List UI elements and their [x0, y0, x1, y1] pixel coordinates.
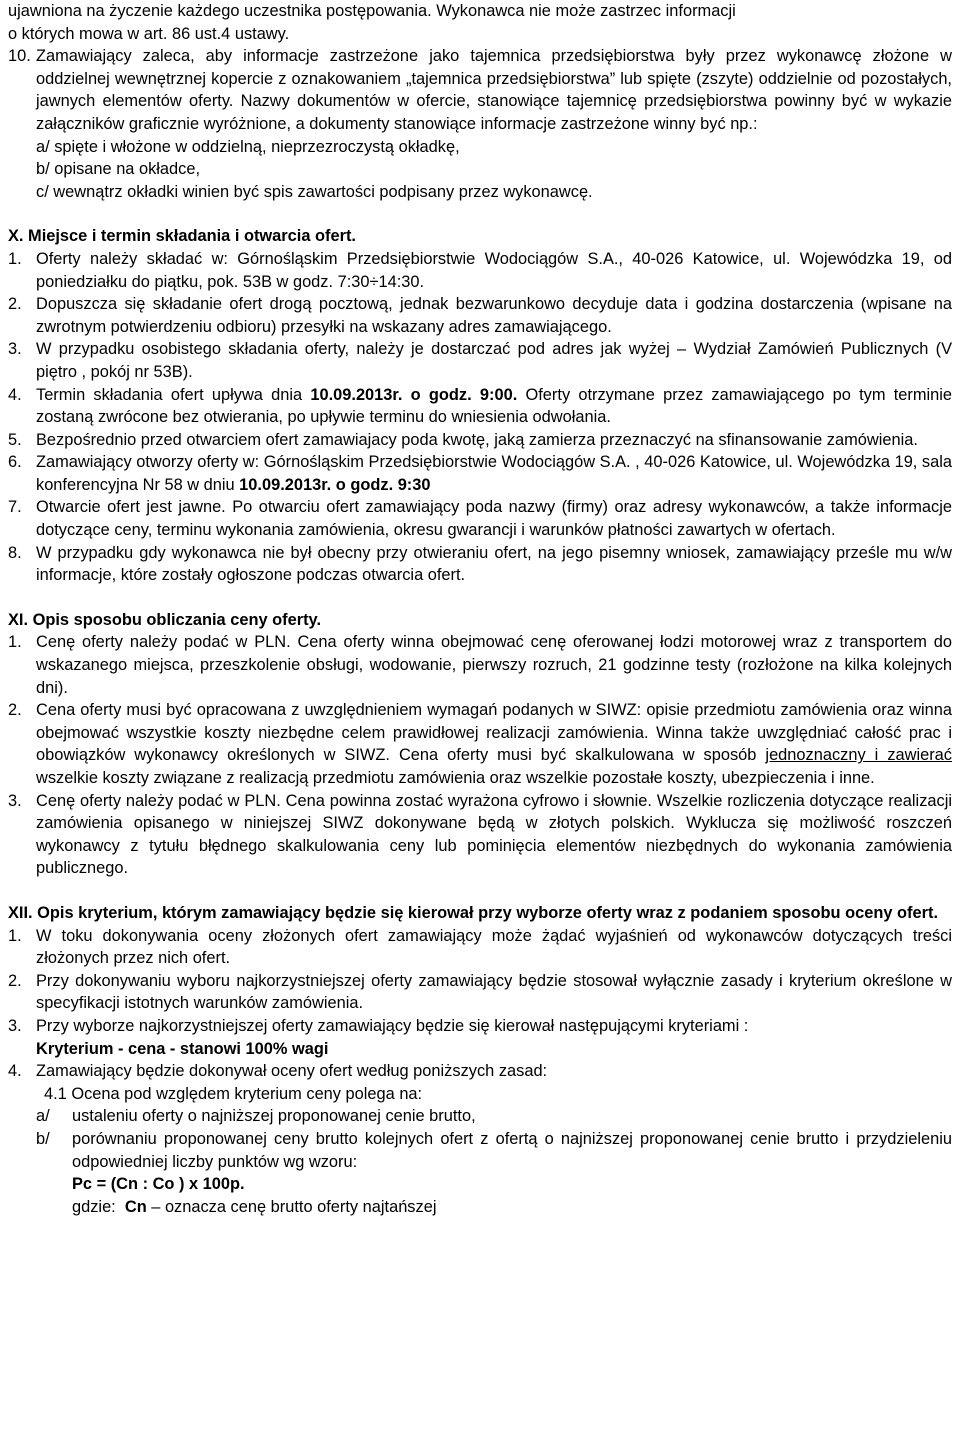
criterion-line: Kryterium - cena - stanowi 100% wagi — [36, 1039, 329, 1058]
intro-line-1: ujawniona na życzenie każdego uczestnika postępowania. Wykonawca nie może zastrzec informacji — [8, 2, 736, 20]
sub-item-text: ustaleniu oferty o najniższej proponowanej cenie brutto, — [72, 1107, 476, 1126]
item-text-post: Oferty otrzymane przez zamawiającego po tym terminie zostaną zwrócone bez otwierania, po upływie terminu do wniesienia odwołania. — [36, 385, 952, 427]
price-formula: Pc = (Cn : Co ) x 100p. — [72, 1175, 245, 1194]
item-number: 3. — [8, 340, 22, 359]
item-number: 7. — [8, 498, 22, 517]
item-number: 1. — [8, 249, 22, 268]
item-text: Przy wyborze najkorzystniejszej oferty zamawiający będzie się kierował następującymi kryteriami : — [36, 1016, 749, 1035]
item-number: 1. — [8, 633, 22, 652]
item-text-pre: Zamawiający otworzy oferty w: Górnośląskim Przedsiębiorstwie Wodociągów S.A. , 40-026 Katowice, ul. Wojewódzka 19, sala konferencyjna Nr 58 w dniu — [36, 453, 952, 494]
paragraph-number: 10. — [8, 47, 31, 66]
intro-line-2: o których mowa w art. 86 ust.4 ustawy. — [8, 24, 290, 43]
item-text: Cenę oferty należy podać w PLN. Cena oferty winna obejmować cenę oferowanej łodzi motorowej wraz z transportem do wskazanego miejsca, przeszkolenie obsługi, wodowanie, pierwszy rozruch, 21 godzinne testy (rozłożone na kilka kolejnych dni). — [36, 633, 952, 697]
legend-symbol: Cn — [124, 1197, 147, 1216]
item-number: 2. — [8, 701, 22, 720]
sub-item-b — [8, 1128, 952, 1173]
item-number: 5. — [8, 430, 22, 449]
item-text: W toku dokonywania oceny złożonych ofert zamawiający może żądać wyjaśnień od wykonawców dotyczących treści złożonych przez nich ofert. — [36, 926, 952, 968]
item-text-bold: 10.09.2013r. o godz. 9:30 — [239, 475, 431, 494]
list-item — [8, 970, 952, 1015]
item-text-post: wszelkie koszty związane z realizacją przedmiotu zamówienia oraz wszelkie pozostałe koszty, ubezpieczenia i inne. — [36, 769, 875, 787]
list-item — [8, 542, 952, 587]
section-x-title: X. Miejsce i termin składania i otwarcia ofert. — [8, 227, 356, 246]
paragraph-10 — [8, 45, 952, 135]
sub-item-text: porównaniu proponowanej ceny brutto kolejnych ofert z ofertą o najniższej proponowanej cenie brutto i przydzieleniu odpowiedniej liczby punktów wg wzoru: — [72, 1129, 952, 1171]
list-item — [8, 1060, 952, 1083]
paragraph-text: Zamawiający zaleca, aby informacje zastrzeżone jako tajemnica przedsiębiorstwa były przez wykonawcę złożone w oddzielnej wewnętrznej kopercie z oznakowaniem „tajemnica przedsiębiorstwa” lub spięte (zszyte) oddzielnie od pozostałych, jawnych elementów oferty. Nazwy dokumentów w ofercie, stanowiące tajemnicę przedsiębiorstwa powinny być w wykazie załączników graficznie wyróżnione, a dokumenty stanowiące informacje zastrzeżone winny być np.: — [36, 47, 952, 133]
list-item — [8, 338, 952, 383]
list-item — [8, 451, 952, 496]
item-number: 2. — [8, 295, 22, 314]
item-text-underlined: jednoznaczny i zawierać — [765, 746, 952, 765]
item-number: 8. — [8, 543, 22, 562]
item-text: Przy dokonywaniu wyboru najkorzystniejszej oferty zamawiający będzie stosował wyłącznie zasady i kryterium określone w specyfikacji istotnych warunków zamówienia. — [36, 971, 952, 1013]
item-text: Otwarcie ofert jest jawne. Po otwarciu ofert zamawiający poda nazwy (firmy) oraz adresy wykonawców, a także informacje dotyczące ceny, terminu wykonania zamówienia, okresu gwarancji i warunków płatności zawartych w ofertach. — [36, 498, 952, 540]
section-xi-title: XI. Opis sposobu obliczania ceny oferty. — [8, 610, 322, 629]
item-text-bold: 10.09.2013r. o godz. 9:00. — [310, 385, 518, 404]
item-number: 2. — [8, 971, 22, 990]
subsection-4-1: 4.1 Ocena pod względem kryterium ceny polega na: — [44, 1084, 423, 1103]
sub-item-a — [8, 1105, 952, 1128]
item-number: 3. — [8, 791, 22, 810]
item-number: 4. — [8, 1062, 22, 1081]
item-text-pre: Termin składania ofert upływa dnia — [36, 385, 311, 404]
list-item — [8, 699, 952, 789]
list-item — [8, 631, 952, 699]
item-text: Oferty należy składać w: Górnośląskim Przedsiębiorstwie Wodociągów S.A., 40-026 Katowice, ul. Wojewódzka 19, od poniedziałku do piątku, pok. 53B w godz. 7:30÷14:30. — [36, 249, 952, 291]
formula-legend — [8, 1196, 952, 1219]
item-text: Cenę oferty należy podać w PLN. Cena powinna zostać wyrażona cyfrowo i słownie. Wszelkie rozliczenia dotyczące realizacji zamówienia opisanego w niniejszej SIWZ dokonywane będą w złotych polskich. Wyklucza się możliwość roszczeń wykonawcy z tytułu błędnego skalkulowania ceny lub pominięcia elementów niezbędnych do wykonania zamówienia publicznego. — [36, 791, 952, 878]
list-item — [8, 496, 952, 541]
sub-item-label: b/ — [36, 1129, 50, 1148]
legend-prefix: gdzie: — [72, 1197, 125, 1216]
list-item-a: a/ spięte i włożone w oddzielną, nieprzezroczystą okładkę, — [36, 137, 460, 156]
item-text: W przypadku osobistego składania oferty, należy je dostarczać pod adres jak wyżej – Wydział Zamówień Publicznych (V piętro , pokój nr 53B). — [36, 340, 952, 381]
item-number: 3. — [8, 1016, 22, 1035]
list-item — [8, 248, 952, 293]
list-item — [8, 790, 952, 880]
list-item — [8, 1015, 952, 1038]
item-text-pre: Cena oferty musi być opracowana z uwzględnieniem wymagań podanych w SIWZ: opisie przedmiotu zamówienia oraz winna obejmować wszystkie koszty niezbędne celem prawidłowej realizacji zamówienia. Winna także uwzględniać całość prac i obowiązków wykonawcy określonych w SIWZ. Cena oferty musi być skalkulowana w sposób — [36, 701, 952, 765]
item-text: Zamawiający będzie dokonywał oceny ofert według poniższych zasad: — [36, 1062, 548, 1081]
sub-item-label: a/ — [36, 1107, 50, 1126]
item-text: Bezpośrednio przed otwarciem ofert zamawiajacy poda kwotę, jaką zamierza przeznaczyć na sfinansowanie zamówienia. — [36, 430, 918, 449]
list-item-b: b/ opisane na okładce, — [36, 160, 201, 179]
list-item — [8, 384, 952, 429]
list-item — [8, 429, 952, 452]
list-item — [8, 925, 952, 970]
item-number: 4. — [8, 385, 22, 404]
item-number: 6. — [8, 453, 22, 472]
item-text: Dopuszcza się składanie ofert drogą pocztową, jednak bezwarunkowo decyduje data i godzina dostarczenia (wpisane na zwrotnym potwierdzeniu odbioru) przesyłki na wskazany adres zamawiającego. — [36, 295, 952, 336]
item-number: 1. — [8, 926, 22, 945]
section-xii-title: XII. Opis kryterium, którym zamawiający będzie się kierował przy wyborze oferty wraz z podaniem sposobu oceny ofert. — [8, 903, 939, 922]
list-item — [8, 293, 952, 338]
legend-description: – oznacza cenę brutto oferty najtańszej — [146, 1197, 437, 1216]
list-item-c: c/ wewnątrz okładki winien być spis zawartości podpisany przez wykonawcę. — [36, 182, 593, 201]
item-text: W przypadku gdy wykonawca nie był obecny przy otwieraniu ofert, na jego pisemny wniosek, zamawiający prześle mu w/w informacje, które zostały ogłoszone podczas otwarcia ofert. — [36, 543, 952, 585]
